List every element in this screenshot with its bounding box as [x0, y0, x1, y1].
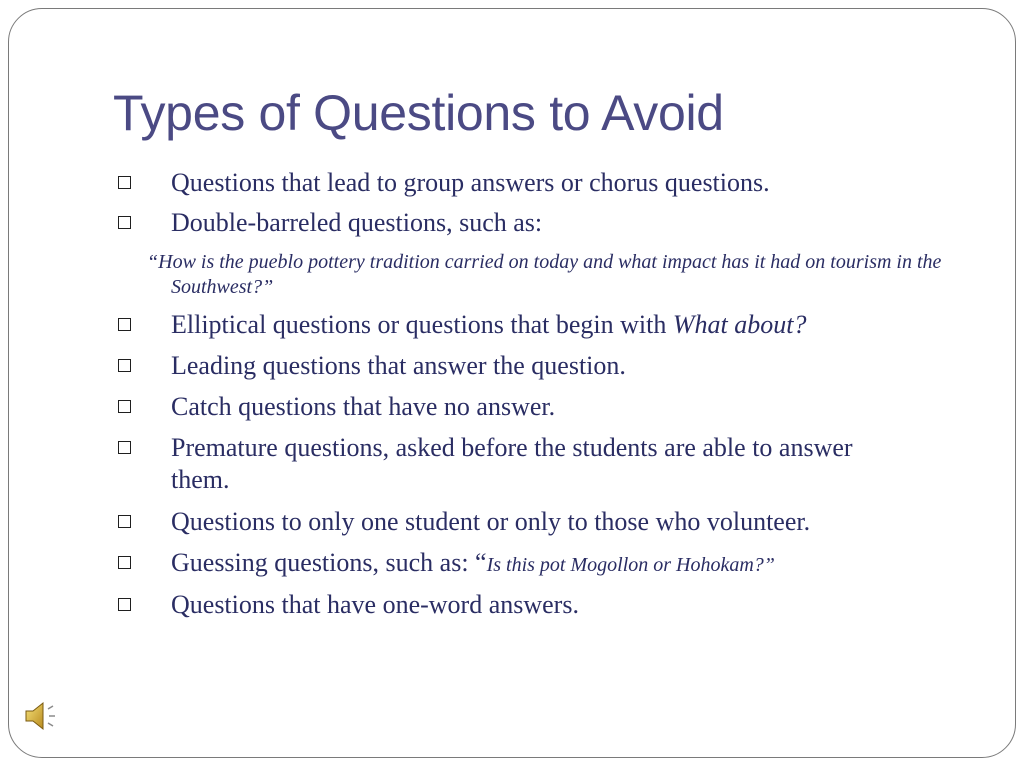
checkbox-square-icon: [118, 515, 131, 528]
quote-mark: “: [475, 548, 487, 577]
bullet-text: Questions that have one-word answers.: [171, 590, 579, 619]
speaker-icon[interactable]: [22, 698, 62, 734]
checkbox-square-icon: [118, 598, 131, 611]
example-quote: [147, 250, 967, 300]
bullet-text-example: Is this pot Mogollon or Hohokam?”: [486, 554, 775, 576]
bullet-text: Double-barreled questions, such as:: [171, 208, 543, 237]
bullet-text-emphasis: What about?: [672, 310, 807, 339]
bullet-text-main: Guessing questions, such as:: [171, 548, 469, 577]
checkbox-square-icon: [118, 359, 131, 372]
bullet-text: Catch questions that have no answer.: [171, 392, 556, 421]
slide-title: Types of Questions to Avoid: [113, 85, 724, 141]
example-quote-text: “How is the pueblo pottery tradition carried on today and what impact has it had on tourism in the Southwest?”: [147, 251, 942, 298]
checkbox-square-icon: [118, 216, 131, 229]
checkbox-square-icon: [118, 176, 131, 189]
bullet-text: Questions that lead to group answers or chorus questions.: [171, 168, 770, 197]
checkbox-square-icon: [118, 318, 131, 331]
bullet-text: Leading questions that answer the question.: [171, 351, 626, 380]
bullet-text-main: Elliptical questions or questions that begin with: [171, 310, 667, 339]
bullet-text: Questions to only one student or only to those who volunteer.: [171, 507, 811, 536]
bullet-text: Premature questions, asked before the students are able to answer them.: [171, 433, 853, 494]
bullet-text: [171, 547, 951, 581]
checkbox-square-icon: [118, 556, 131, 569]
checkbox-square-icon: [118, 441, 131, 454]
checkbox-square-icon: [118, 400, 131, 413]
bullet-text: [171, 309, 951, 341]
